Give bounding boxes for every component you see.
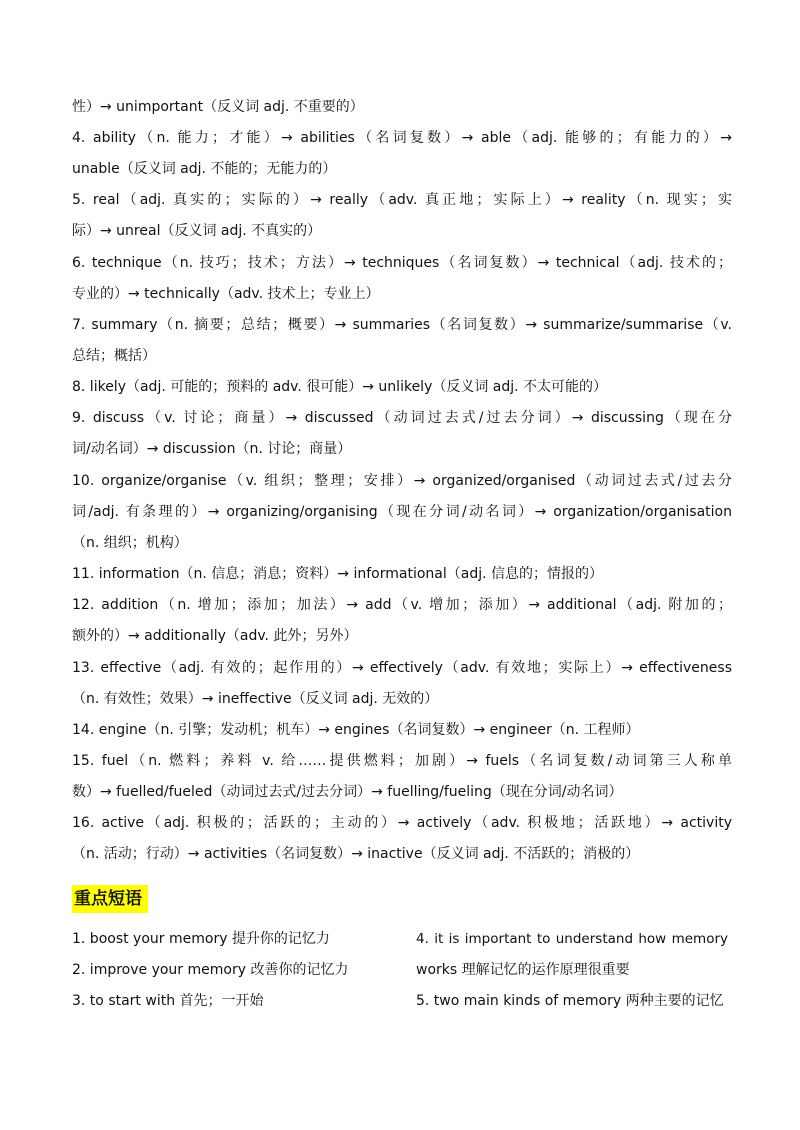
vocab-line: 9. discuss（v. 讨论；商量）→ discussed（动词过去式/过去分词）→ discussing（现在分 — [72, 410, 732, 426]
vocab-line: 总结；概括） — [72, 348, 156, 364]
vocab-line: 5. real（adj. 真实的；实际的）→ really（adv. 真正地；实际上）→ reality（n. 现实；实 — [72, 192, 732, 208]
vocab-line: 15. fuel（n. 燃料；养料 v. 给……提供燃料；加剧）→ fuels（名词复数/动词第三人称单 — [72, 753, 732, 769]
vocab-line: 际）→ unreal（反义词 adj. 不真实的） — [72, 223, 322, 239]
vocab-line: 11. information（n. 信息；消息；资料）→ informational（adj. 信息的；情报的） — [72, 566, 603, 582]
vocab-line: 数）→ fuelled/fueled（动词过去式/过去分词）→ fuelling/fueling（现在分词/动名词） — [72, 784, 623, 800]
vocab-line: 8. likely（adj. 可能的；预料的 adv. 很可能）→ unlikely（反义词 adj. 不太可能的） — [72, 379, 608, 395]
vocab-line: 词/adj. 有条理的）→ organizing/organising（现在分词/动名词）→ organization/organisation — [72, 504, 732, 520]
vocab-line: unable（反义词 adj. 不能的；无能力的） — [72, 161, 337, 177]
vocab-line: 12. addition（n. 增加；添加；加法）→ add（v. 增加；添加）→ additional（adj. 附加的； — [72, 597, 732, 613]
vocab-line: 13. effective（adj. 有效的；起作用的）→ effectively（adv. 有效地；实际上）→ effectiveness — [72, 660, 732, 676]
vocab-line: 7. summary（n. 摘要；总结；概要）→ summaries（名词复数）→ summarize/summarise（v. — [72, 317, 732, 333]
vocab-line: 14. engine（n. 引擎；发动机；机车）→ engines（名词复数）→ engineer（n. 工程师） — [72, 722, 640, 738]
phrase-item: 2. improve your memory 改善你的记忆力 — [72, 962, 349, 978]
section-heading: 重点短语 — [72, 885, 148, 913]
vocab-line: 性）→ unimportant（反义词 adj. 不重要的） — [72, 99, 364, 115]
vocab-line: 16. active（adj. 积极的；活跃的；主动的）→ actively（adv. 积极地；活跃地）→ activity — [72, 815, 732, 831]
vocab-line: 10. organize/organise（v. 组织；整理；安排）→ organized/organised（动词过去式/过去分 — [72, 473, 732, 489]
vocab-line: （n. 有效性；效果）→ ineffective（反义词 adj. 无效的） — [72, 691, 439, 707]
vocab-line: （n. 活动；行动）→ activities（名词复数）→ inactive（反义词 adj. 不活跃的；消极的） — [72, 846, 640, 862]
vocab-line: 词/动名词）→ discussion（n. 讨论；商量） — [72, 441, 352, 457]
vocab-line: 专业的）→ technically（adv. 技术上；专业上） — [72, 286, 380, 302]
vocab-line: 4. ability（n. 能力；才能）→ abilities（名词复数）→ able（adj. 能够的；有能力的）→ — [72, 130, 732, 146]
vocab-line: （n. 组织；机构） — [72, 535, 188, 551]
phrase-item: 1. boost your memory 提升你的记忆力 — [72, 931, 330, 947]
phrase-item: 5. two main kinds of memory 两种主要的记忆 — [416, 993, 724, 1009]
vocab-line: 6. technique（n. 技巧；技术；方法）→ techniques（名词复数）→ technical（adj. 技术的； — [72, 255, 732, 271]
phrase-item: 4. it is important to understand how memory — [416, 931, 728, 947]
phrase-item: works 理解记忆的运作原理很重要 — [416, 962, 630, 978]
vocab-line: 额外的）→ additionally（adv. 此外；另外） — [72, 628, 358, 644]
phrase-item: 3. to start with 首先；一开始 — [72, 993, 264, 1009]
